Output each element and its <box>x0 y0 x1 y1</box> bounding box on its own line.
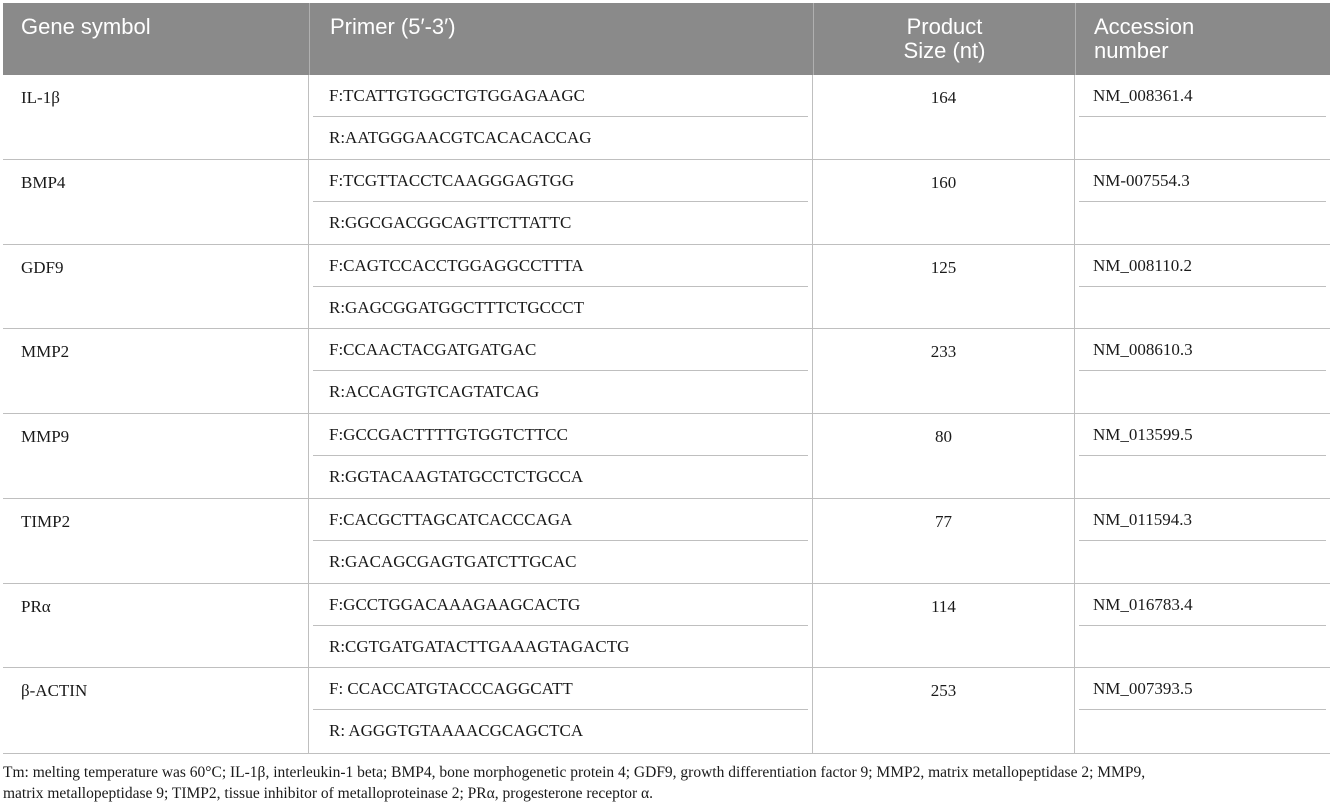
gene-symbol-cell: MMP9 <box>3 414 309 498</box>
header-gene-symbol: Gene symbol <box>21 14 151 39</box>
table-row <box>3 668 1330 753</box>
accession-number: NM_008110.2 <box>1079 245 1326 287</box>
header-accession-line2: number <box>1094 38 1169 63</box>
product-size-cell: 253 <box>813 668 1075 753</box>
table-row <box>3 584 1330 669</box>
table-row <box>3 414 1330 499</box>
primer-cell <box>309 414 813 498</box>
reverse-primer: R:GAGCGGATGGCTTTCTGCCCT <box>329 297 585 317</box>
accession-number: NM_013599.5 <box>1079 414 1326 456</box>
gene-symbol-cell: IL-1β <box>3 75 309 159</box>
accession-number: NM_008610.3 <box>1079 329 1326 371</box>
accession-number: NM_007393.5 <box>1079 668 1326 710</box>
forward-primer: F:CCAACTACGATGATGAC <box>313 329 808 371</box>
footnote-line-1: Tm: melting temperature was 60°C; IL-1β, interleukin-1 beta; BMP4, bone morphogenetic protein 4; GDF9, growth differentiation factor 9; MMP2, matrix metallopeptidase 2; MMP9, <box>3 764 1146 781</box>
forward-primer: F:GCCGACTTTTGTGGTCTTCC <box>313 414 808 456</box>
product-size-cell: 80 <box>813 414 1075 498</box>
accession-cell <box>1075 329 1330 413</box>
forward-primer: F:TCATTGTGGCTGTGGAGAAGC <box>313 75 808 117</box>
forward-primer: F: CCACCATGTACCCAGGCATT <box>313 668 808 710</box>
gene-symbol-cell: PRα <box>3 584 309 668</box>
primer-cell <box>309 584 813 668</box>
accession-cell <box>1075 668 1330 753</box>
forward-primer: F:TCGTTACCTCAAGGGAGTGG <box>313 160 808 202</box>
gene-symbol-cell: β-ACTIN <box>3 668 309 753</box>
accession-cell <box>1075 584 1330 668</box>
header-product-size-line1: Product <box>906 14 983 39</box>
primer-table <box>3 3 1330 754</box>
primer-cell <box>309 668 813 753</box>
primer-cell <box>309 245 813 329</box>
product-size-cell: 160 <box>813 160 1075 244</box>
table-row <box>3 329 1330 414</box>
product-size-cell: 77 <box>813 499 1075 583</box>
table-footnote <box>3 762 1330 804</box>
primer-cell <box>309 499 813 583</box>
reverse-primer: R:CGTGATGATACTTGAAAGTAGACTG <box>329 636 630 656</box>
primer-cell <box>309 160 813 244</box>
table-row <box>3 160 1330 245</box>
reverse-primer: R:ACCAGTGTCAGTATCAG <box>329 382 540 402</box>
gene-symbol-cell: MMP2 <box>3 329 309 413</box>
table-row <box>3 245 1330 330</box>
forward-primer: F:GCCTGGACAAAGAAGCACTG <box>313 584 808 626</box>
accession-cell <box>1075 160 1330 244</box>
reverse-primer: R:AATGGGAACGTCACACACCAG <box>329 128 592 147</box>
accession-cell <box>1075 414 1330 498</box>
reverse-primer: R:GGTACAAGTATGCCTCTGCCA <box>329 467 584 486</box>
table-row <box>3 75 1330 160</box>
forward-primer: F:CAGTCCACCTGGAGGCCTTTA <box>313 245 808 287</box>
table-row <box>3 499 1330 584</box>
reverse-primer: R: AGGGTGTAAAACGCAGCTCA <box>329 721 584 741</box>
product-size-cell: 125 <box>813 245 1075 329</box>
header-product-size-line2: Size (nt) <box>903 38 986 63</box>
accession-number: NM_011594.3 <box>1079 499 1326 541</box>
primer-cell <box>309 329 813 413</box>
gene-symbol-cell: BMP4 <box>3 160 309 244</box>
header-product-size <box>813 3 1075 75</box>
accession-number: NM_008361.4 <box>1079 75 1326 117</box>
header-accession-number <box>1075 3 1330 75</box>
primer-cell <box>309 75 813 159</box>
product-size-cell: 233 <box>813 329 1075 413</box>
reverse-primer: R:GACAGCGAGTGATCTTGCAC <box>329 551 577 571</box>
gene-symbol-cell: GDF9 <box>3 245 309 329</box>
product-size-cell: 164 <box>813 75 1075 159</box>
accession-cell <box>1075 499 1330 583</box>
product-size-cell: 114 <box>813 584 1075 668</box>
accession-number: NM_016783.4 <box>1079 584 1326 626</box>
table-body <box>3 75 1330 753</box>
accession-cell <box>1075 245 1330 329</box>
table-header <box>3 3 1330 75</box>
header-primer: Primer (5′-3′) <box>309 3 813 75</box>
accession-cell <box>1075 75 1330 159</box>
forward-primer: F:CACGCTTAGCATCACCCAGA <box>313 499 808 541</box>
reverse-primer: R:GGCGACGGCAGTTCTTATTC <box>329 212 572 232</box>
gene-symbol-cell: TIMP2 <box>3 499 309 583</box>
accession-number: NM-007554.3 <box>1079 160 1326 202</box>
footnote-line-2: matrix metallopeptidase 9; TIMP2, tissue inhibitor of metalloproteinase 2; PRα, progesterone receptor α. <box>3 785 654 802</box>
header-accession-line1: Accession <box>1094 14 1195 39</box>
